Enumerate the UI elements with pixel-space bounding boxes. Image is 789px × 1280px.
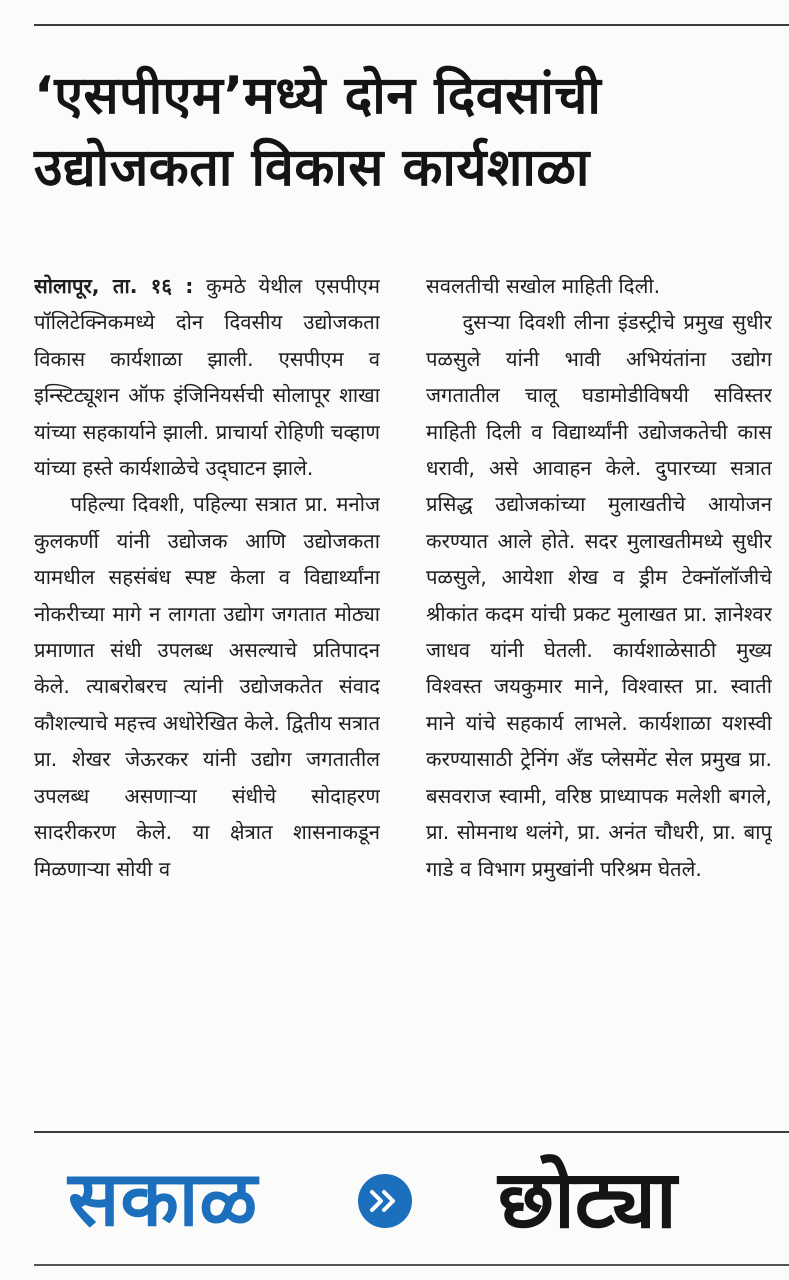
masthead xyxy=(68,1150,789,1250)
section-divider xyxy=(34,1131,789,1133)
section-title: छोट्या xyxy=(498,1153,677,1246)
headline xyxy=(34,60,774,204)
article-column-left xyxy=(34,268,380,1108)
article-paragraph: सवलतीची सखोल माहिती दिली. xyxy=(426,274,661,298)
article-paragraph: पहिल्या दिवशी, पहिल्या सत्रात प्रा. मनोज कुलकर्णी यांनी उद्योजक आणि उद्योजकता यामधील सहसंबंध स्पष्ट केला व विद्यार्थ्यांना नोकरीच्या मागे न लागता उद्योग जगतात मोठ्या प्रमाणात संधी उपलब्ध असल्याचे प्रतिपादन केले. त्याबरोबरच त्यांनी उद्योजकतेत संवाद कौशल्याचे महत्त्व अधोरेखित केले. द्वितीय सत्रात प्रा. शेखर जेऊरकर यांनी उद्योग जगतातील उपलब्ध असणाऱ्या संधीचे सोदाहरण सादरीकरण केले. या क्षेत्रात शासनाकडून मिळणाऱ्या सोयी व xyxy=(34,492,380,881)
headline-line-2: उद्योजकता विकास कार्यशाळा xyxy=(34,138,590,198)
bottom-rule xyxy=(34,1264,789,1266)
paragraph-text: कुमठे येथील एसपीएम पॉलिटेक्निकमध्ये दोन दिवसीय उद्योजकता विकास कार्यशाळा झाली. एसपीएम व इन्स्टिट्यूशन ऑफ इंजिनियर्सची सोलापूर शाखा यांच्या सहकार्याने झाली. प्राचार्या रोहिणी चव्हाण यांच्या हस्ते कार्यशाळेचे उद्‌घाटन झाले. xyxy=(34,274,380,481)
headline-line-1: ‘एसपीएम’मध्ये दोन दिवसांची xyxy=(34,66,602,126)
article-paragraph xyxy=(34,268,380,486)
brand-logo: सकाळ xyxy=(68,1154,259,1243)
article-body xyxy=(34,268,772,1108)
article-paragraph: दुसऱ्या दिवशी लीना इंडस्ट्रीचे प्रमुख सुधीर पळसुले यांनी भावी अभियंतांना उद्योग जगतातील चालू घडामोडीविषयी सविस्तर माहिती दिली व विद्यार्थ्यांनी उद्योजकतेची कास धरावी, असे आवाहन केले. दुपारच्या सत्रात प्रसिद्ध उद्योजकांच्या मुलाखतीचे आयोजन करण्यात आले होते. सदर मुलाखतीमध्ये सुधीर पळसुले, आयेशा शेख व ड्रीम टेक्नॉलॉजीचे श्रीकांत कदम यांची प्रकट मुलाखत प्रा. ज्ञानेश्वर जाधव यांनी घेतली. कार्यशाळेसाठी मुख्य विश्वस्त जयकुमार माने, विश्वास्त प्रा. स्वाती माने यांचे सहकार्य लाभले. कार्यशाळा यशस्वी करण्यासाठी ट्रेनिंग अँड प्लेसमेंट सेल प्रमुख प्रा. बसवराज स्वामी, वरिष्ठ प्राध्यापक मलेशी बगले, प्रा. सोमनाथ थलंगे, प्रा. अनंत चौधरी, प्रा. बापू गाडे व विभाग प्रमुखांनी परिश्रम घेतले. xyxy=(426,310,772,881)
top-rule xyxy=(34,24,789,26)
double-chevron-right-icon xyxy=(358,1174,412,1228)
dateline: सोलापूर, ता. १६ : xyxy=(34,274,194,298)
article-column-right xyxy=(426,268,772,1108)
